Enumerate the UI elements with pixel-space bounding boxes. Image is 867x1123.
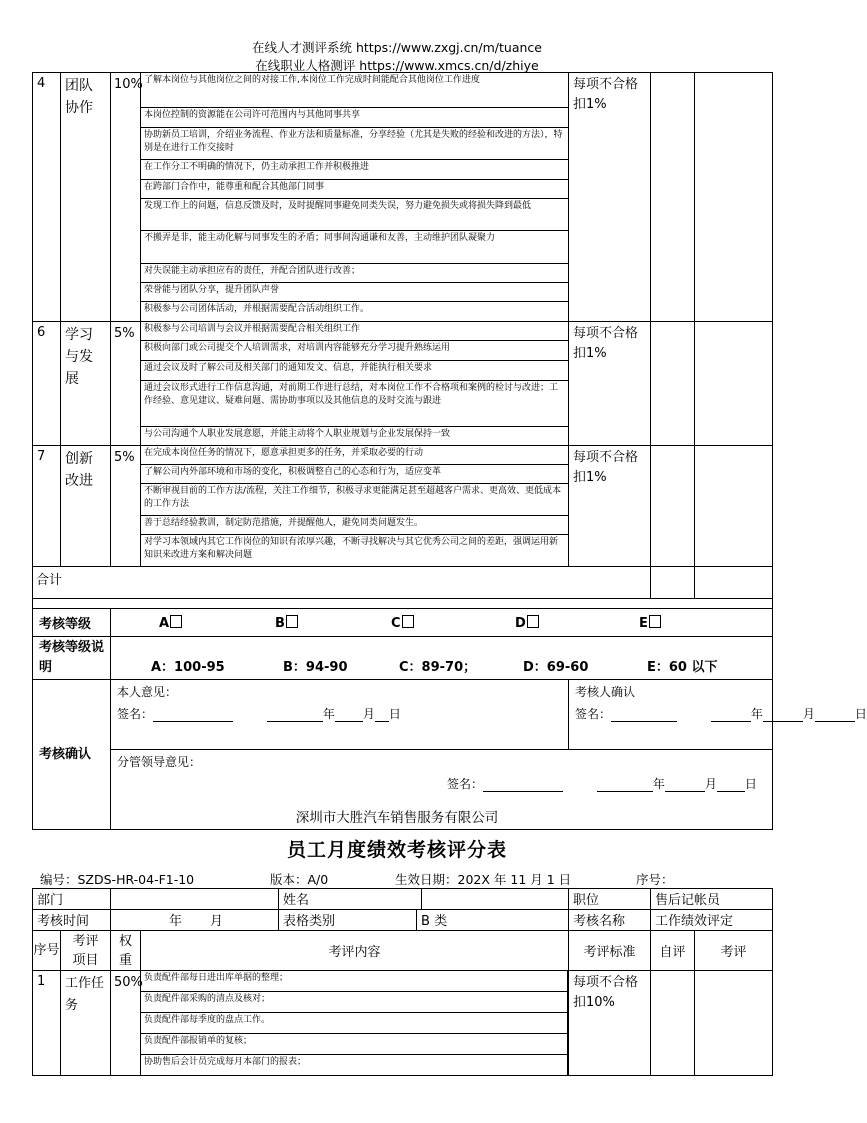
checkbox-icon[interactable] xyxy=(649,615,661,628)
criterion: 负责配件部采购的清点及核对； xyxy=(141,992,568,1013)
col-review: 考评 xyxy=(695,931,773,971)
leader-opinion-label: 分管领导意见： xyxy=(117,755,202,769)
row-standard: 每项不合格扣1% xyxy=(569,322,651,446)
checkbox-icon[interactable] xyxy=(527,615,539,628)
grade-desc-d: D：69-60 xyxy=(523,660,589,675)
header-url-1[interactable]: https://www.zxgj.cn/m/tuance xyxy=(355,40,542,55)
col-seq: 序号 xyxy=(33,931,61,971)
grade-desc-a: A：100-95 xyxy=(151,660,225,675)
total-row xyxy=(33,567,773,599)
self-total-cell[interactable] xyxy=(651,567,695,599)
meta-seq: 序号： xyxy=(636,872,674,887)
grade-desc-c: C：89-70； xyxy=(399,660,477,675)
criterion: 通过会议形式进行工作信息沟通，对前期工作进行总结，对本岗位工作不合格项和案例的检讨与改进；工作经验、意见建议、疑难问题、需协助事项以及其他信息的及时交流与跟进 xyxy=(141,381,568,427)
col-weight: 权重 xyxy=(111,931,141,971)
row-weight: 10% xyxy=(111,73,141,322)
checkbox-icon[interactable] xyxy=(170,615,182,628)
checkbox-icon[interactable] xyxy=(286,615,298,628)
self-opinion-cell[interactable] xyxy=(111,680,569,750)
table-row xyxy=(33,446,773,567)
row-standard: 每项不合格扣1% xyxy=(569,446,651,567)
criterion: 对学习本领域内其它工作岗位的知识有浓厚兴趣，不断寻找解决与其它优秀公司之间的差距，强调运用新知识来改进方案和解决问题 xyxy=(144,537,559,560)
grade-desc xyxy=(111,637,773,680)
review-total-cell[interactable] xyxy=(695,567,773,599)
confirm-label: 考核确认 xyxy=(33,680,111,830)
row-standard: 每项不合格扣1% xyxy=(569,73,651,322)
row-no: 4 xyxy=(33,73,61,322)
form-title: 员工月度绩效考核评分表 xyxy=(286,839,507,861)
grade-option-e[interactable]: E xyxy=(639,615,719,631)
criterion: 在完成本岗位任务的情况下，愿意承担更多的任务，并采取必要的行动 xyxy=(141,446,568,465)
col-self: 自评 xyxy=(651,931,695,971)
row-criteria xyxy=(141,73,569,322)
review-score-cell[interactable] xyxy=(695,971,773,1076)
company-name: 深圳市大胜汽车销售服务有限公司 xyxy=(295,810,499,826)
form-header-row xyxy=(33,931,773,971)
review-score-cell[interactable] xyxy=(695,73,773,322)
total-cell xyxy=(33,567,651,599)
table-row xyxy=(33,73,773,322)
position-label: 职位 xyxy=(569,889,651,910)
table-row xyxy=(33,322,773,446)
col-standard: 考评标准 xyxy=(569,931,651,971)
spacer-row xyxy=(33,599,773,609)
criterion: 荣誉能与团队分享，提升团队声誉 xyxy=(141,283,568,302)
criterion: 了解本岗位与其他岗位之间的对接工作,本岗位工作完成时间能配合其他岗位工作进度 xyxy=(141,73,568,108)
row-item: 团队协作 xyxy=(61,73,111,322)
meta-version: 版本：A/0 xyxy=(270,872,329,887)
type-label: 表格类别 xyxy=(279,910,417,930)
grade-options xyxy=(111,609,773,637)
name2-value: 工作绩效评定 xyxy=(651,910,773,931)
name2-label: 考核名称 xyxy=(569,910,651,931)
col-item: 考评项目 xyxy=(61,931,111,971)
row-item: 学习与发展 xyxy=(61,322,111,446)
criterion: 负责配件部每日进出库单据的整理； xyxy=(141,971,568,992)
criterion: 负责配件部每季度的盘点工作。 xyxy=(141,1013,568,1034)
criterion: 对失误能主动承担应有的责任，并配合团队进行改善； xyxy=(141,264,568,283)
row-criteria xyxy=(141,322,569,446)
criterion: 积极参与公司团体活动，并根据需要配合活动组织工作。 xyxy=(144,304,370,314)
row-weight: 5% xyxy=(111,446,141,567)
col-content: 考评内容 xyxy=(141,931,569,971)
row-weight: 5% xyxy=(111,322,141,446)
self-score-cell[interactable] xyxy=(651,971,695,1076)
row-standard: 每项不合格扣10% xyxy=(569,971,651,1076)
criterion: 积极参与公司培训与会议并根据需要配合相关组织工作 xyxy=(141,322,568,341)
grade-option-a[interactable]: A xyxy=(111,615,275,631)
criterion: 发现工作上的问题，信息反馈及时，及时提醒同事避免同类失误，努力避免损失或将损失降到最低 xyxy=(141,199,568,231)
meta-code: 编号：SZDS-HR-04-F1-10 xyxy=(40,872,195,887)
grade-option-d[interactable]: D xyxy=(515,615,639,631)
self-score-cell[interactable] xyxy=(651,322,695,446)
self-score-cell[interactable] xyxy=(651,446,695,567)
row-no: 7 xyxy=(33,446,61,567)
period-label: 考核时间 xyxy=(33,910,111,931)
name-label: 姓名 xyxy=(283,893,310,908)
name-cell[interactable] xyxy=(279,889,569,910)
criterion: 在跨部门合作中，能尊重和配合其他部门同事 xyxy=(141,180,568,199)
confirm-row-1 xyxy=(33,680,773,750)
type-value: B 类 xyxy=(421,914,448,929)
header-label-2: 在线职业人格测评 xyxy=(255,58,356,73)
reviewer-label: 考核人确认 xyxy=(575,685,636,699)
position-value: 售后记帐员 xyxy=(651,889,773,910)
evaluation-table xyxy=(32,888,773,1076)
row-item: 工作任务 xyxy=(61,971,111,1076)
total-label: 合计 xyxy=(36,573,63,588)
evaluation-table-continued xyxy=(32,72,867,830)
row-criteria xyxy=(141,971,569,1076)
self-sign-line: 签名： 年 月 日 xyxy=(117,707,401,721)
grade-desc-row xyxy=(33,637,773,680)
table-row xyxy=(33,971,773,1076)
header-line-1 xyxy=(0,38,794,56)
leader-sign-line: 签名： 年 月 日 xyxy=(447,777,757,791)
self-score-cell[interactable] xyxy=(651,73,695,322)
reviewer-cell[interactable] xyxy=(569,680,867,750)
dept-value[interactable] xyxy=(111,889,279,910)
row-item: 创新改进 xyxy=(61,446,111,567)
criterion: 本岗位控制的资源能在公司许可范围内与其他同事共享 xyxy=(141,108,568,128)
checkbox-icon[interactable] xyxy=(402,615,414,628)
criterion: 在工作分工不明确的情况下，仍主动承担工作并积极推进 xyxy=(141,160,568,180)
grade-option-b[interactable]: B xyxy=(275,615,391,631)
reviewer-sign-line: 签名： 年 月 日 xyxy=(575,707,867,721)
period-value[interactable]: 年 月 xyxy=(111,910,279,931)
spacer xyxy=(33,599,773,609)
criterion: 与公司沟通个人职业发展意愿，并能主动将个人职业规划与企业发展保持一致 xyxy=(144,429,451,439)
review-score-cell[interactable] xyxy=(695,446,773,567)
grade-desc-b: B：94-90 xyxy=(283,660,348,675)
criterion: 不断审视目前的工作方法/流程，关注工作细节，积极寻求更能满足甚至超越客户需求、更高效、更低成本的工作方法 xyxy=(141,484,568,516)
row-no: 6 xyxy=(33,322,61,446)
criterion: 了解公司内外部环境和市场的变化，积极调整自己的心态和行为，适应变革 xyxy=(141,465,568,484)
row-criteria xyxy=(141,446,569,567)
grade-label: 考核等级 xyxy=(33,609,111,637)
criterion: 善于总结经验教训，制定防范措施，并提醒他人，避免同类问题发生。 xyxy=(141,516,568,535)
form-row-period xyxy=(33,910,773,931)
grade-desc-label: 考核等级说明 xyxy=(33,637,111,680)
header-label-1: 在线人才测评系统 xyxy=(251,40,352,55)
grade-option-c[interactable]: C xyxy=(391,615,515,631)
row-no: 1 xyxy=(33,971,61,1076)
grade-row xyxy=(33,609,773,637)
criterion: 协助售后会计员完成每月本部门的报表； xyxy=(141,1055,568,1075)
criterion: 负责配件部报销单的复核； xyxy=(141,1034,568,1055)
meta-effective: 生效日期：202X 年 11 月 1 日 xyxy=(395,872,572,887)
criterion: 积极向部门或公司提交个人培训需求，对培训内容能够充分学习提升熟练运用 xyxy=(141,341,568,361)
criterion: 通过会议及时了解公司及相关部门的通知发文、信息，并能执行相关要求 xyxy=(141,361,568,381)
dept-label: 部门 xyxy=(33,889,111,910)
row-weight: 50% xyxy=(111,971,141,1076)
criterion: 协助新员工培训，介绍业务流程、作业方法和质量标准，分享经验（尤其是失败的经验和改进的方法），特别是在进行工作交接时 xyxy=(141,128,568,160)
grade-desc-e: E：60 以下 xyxy=(647,660,718,675)
review-score-cell[interactable] xyxy=(695,322,773,446)
type-cell xyxy=(279,910,569,931)
header-url-2[interactable]: https://www.xmcs.cn/d/zhiye xyxy=(359,58,539,73)
form-row-dept xyxy=(33,889,773,910)
criterion: 不搬弄是非，能主动化解与同事发生的矛盾；同事间沟通谦和友善，主动维护团队凝聚力 xyxy=(141,231,568,264)
self-opinion-label: 本人意见： xyxy=(117,685,178,699)
